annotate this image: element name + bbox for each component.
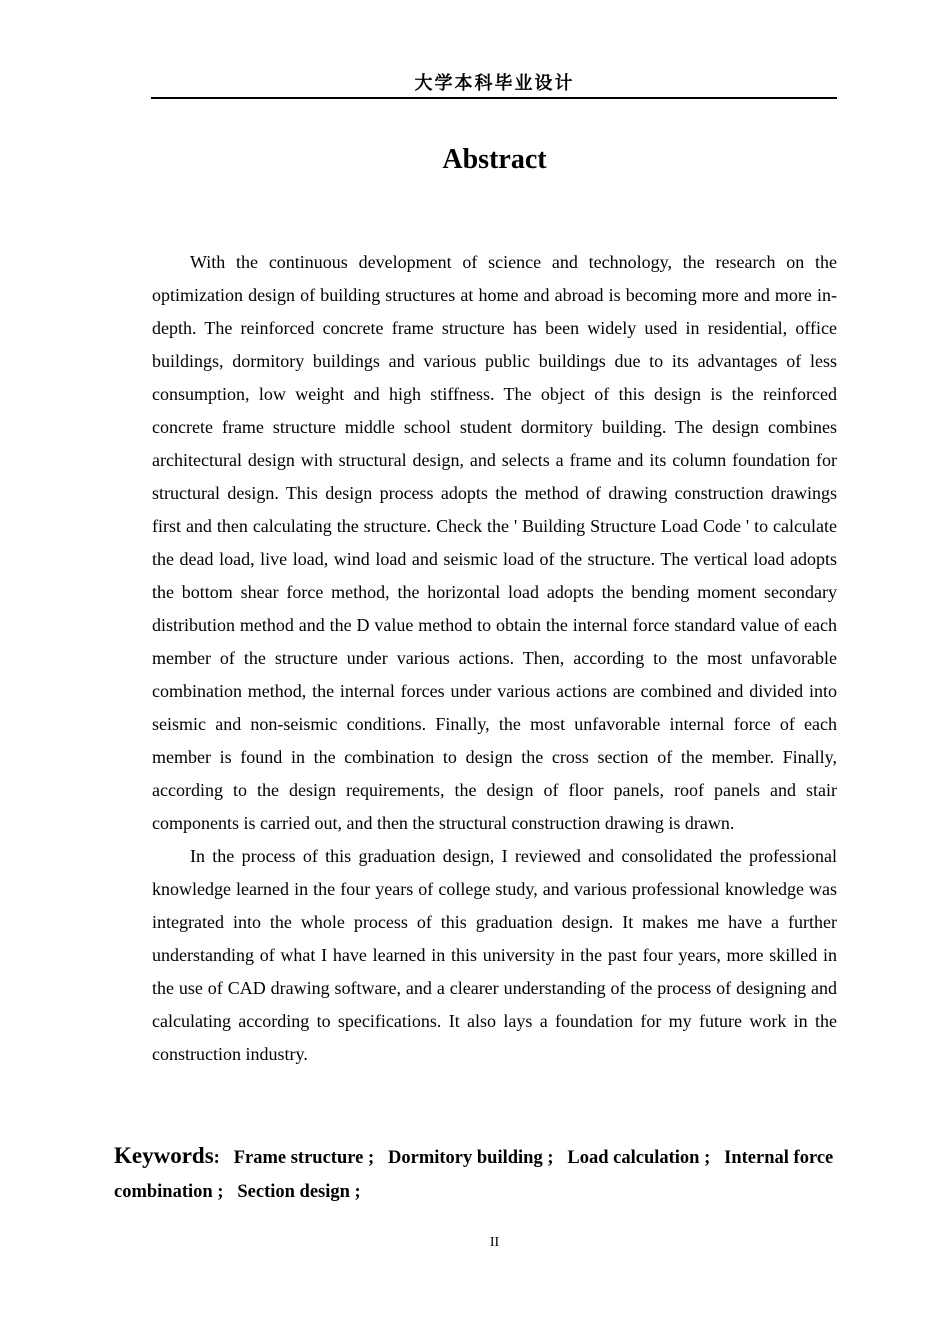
abstract-paragraph-1: With the continuous development of science and technology, the research on the optimization design of building structures at home and abroad is becoming more and more in-depth. The reinforced concrete frame structure has been widely used in residential, office buildings, dormitory buildings and various public buildings due to its advantages of less consumption, low weight and high stiffness. The object of this design is the reinforced concrete frame structure middle school student dormitory building. The design combines architectural design with structural design, and selects a frame and its column foundation for structural design. This design process adopts the method of drawing construction drawings first and then calculating the structure. Check the ' Building Structure Load Code ' to calculate the dead load, live load, wind load and seismic load of the structure. The vertical load adopts the bottom shear force method, the horizontal load adopts the bending moment secondary distribution method and the D value method to obtain the internal force standard value of each member of the structure under various actions. Then, according to the most unfavorable combination method, the internal forces under various actions are combined and divided into seismic and non-seismic conditions. Finally, the most unfavorable internal force of each member is found in the combination to design the cross section of the member. Finally, according to the design requirements, the design of floor panels, roof panels and stair components is carried out, and then the structural construction drawing is drawn. — [152, 252, 837, 833]
keyword-item: Load calculation — [567, 1148, 700, 1168]
keyword-separator: ; — [704, 1148, 711, 1168]
abstract-paragraph-2: In the process of this graduation design, I reviewed and consolidated the professional knowledge learned in the four years of college study, and various professional knowledge was integrated into the whole process of this graduation design. It makes me have a further understanding of what I have learned in this university in the past four years, more skilled in the use of CAD drawing software, and a clearer understanding of the process of designing and calculating according to specifications. It also lays a foundation for my future work in the construction industry. — [152, 846, 837, 1064]
abstract-body — [152, 246, 837, 1071]
keyword-item: Internal force combination — [114, 1148, 834, 1202]
keyword-separator: ; — [367, 1148, 375, 1168]
keywords-colon: : — [213, 1148, 220, 1168]
keywords-label: Keywords — [114, 1143, 214, 1168]
keywords-line — [114, 1139, 837, 1209]
keyword-item: Section design — [237, 1182, 350, 1202]
keyword-separator: ; — [547, 1148, 554, 1168]
keyword-item: Frame structure — [233, 1148, 364, 1168]
page-header-title: 大学本科毕业设计 — [414, 73, 575, 94]
abstract-title: Abstract — [442, 144, 547, 175]
page-number: II — [489, 1235, 500, 1250]
keyword-item: Dormitory building — [388, 1148, 543, 1168]
keyword-separator: ; — [217, 1182, 224, 1202]
header-rule — [151, 97, 837, 99]
keyword-separator: ; — [354, 1182, 361, 1202]
